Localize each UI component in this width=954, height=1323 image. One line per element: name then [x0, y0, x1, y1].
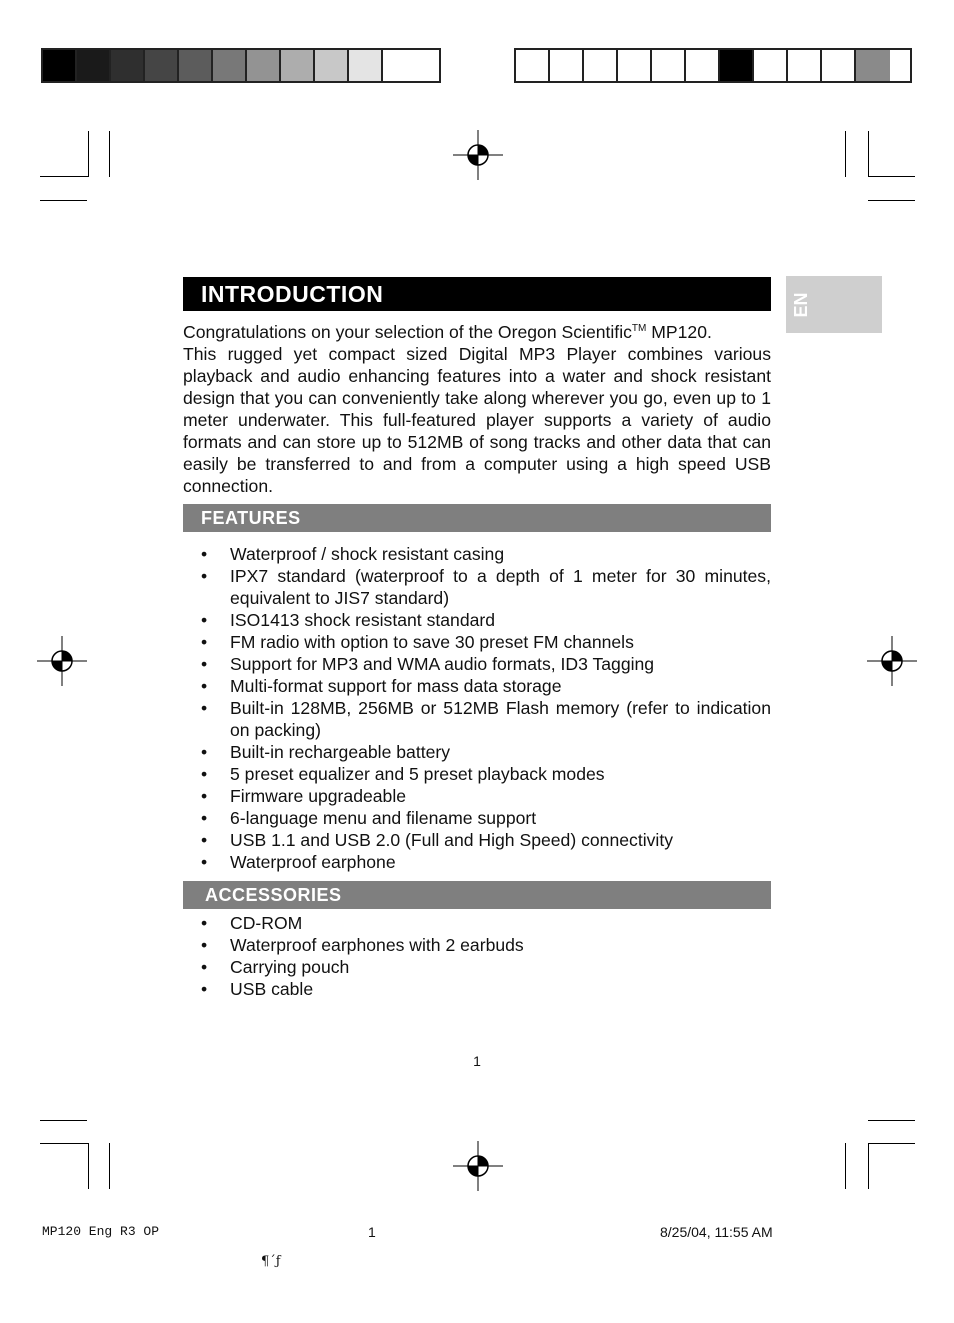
feature-item-text: Support for MP3 and WMA audio formats, ID3 Tagging: [230, 654, 655, 674]
registration-mark-top: [453, 130, 503, 180]
features-list: [183, 543, 771, 873]
accessory-item-text: CD-ROM: [230, 913, 303, 933]
footer-glyph: ¶´ƒ: [261, 1254, 281, 1269]
bullet-icon: •: [201, 957, 208, 977]
feature-item-text: Waterproof / shock resistant casing: [230, 544, 505, 564]
feature-item: [183, 697, 771, 741]
registration-swatch: [686, 50, 720, 81]
introduction-heading: INTRODUCTION: [183, 277, 771, 311]
registration-swatch: [584, 50, 618, 81]
registration-swatch: [788, 50, 822, 81]
feature-item-text: Built-in rechargeable battery: [230, 742, 451, 762]
page-number: 1: [473, 1053, 481, 1069]
grayscale-swatch: [145, 50, 179, 81]
registration-swatch: [720, 50, 754, 81]
bullet-icon: •: [201, 544, 208, 564]
accessory-item: [183, 956, 771, 978]
model-name: MP120.: [646, 321, 712, 342]
feature-item-text: Built-in 128MB, 256MB or 512MB Flash memory (refer to indication on packing): [230, 698, 771, 740]
bullet-icon: •: [201, 566, 208, 586]
feature-item: [183, 851, 771, 873]
features-heading: FEATURES: [183, 504, 771, 532]
registration-swatch: [550, 50, 584, 81]
grayscale-color-bar: [41, 48, 441, 83]
grayscale-swatch: [213, 50, 247, 81]
bullet-icon: •: [201, 764, 208, 784]
feature-item: [183, 653, 771, 675]
feature-item-text: 6-language menu and filename support: [230, 808, 537, 828]
feature-item: [183, 741, 771, 763]
introduction-paragraph: [183, 318, 771, 497]
registration-swatch: [856, 50, 890, 81]
grayscale-swatch: [383, 50, 417, 81]
bullet-icon: •: [201, 632, 208, 652]
accessory-item: [183, 934, 771, 956]
registration-mark-right: [867, 636, 917, 686]
feature-item-text: USB 1.1 and USB 2.0 (Full and High Speed) connectivity: [230, 830, 674, 850]
bullet-icon: •: [201, 610, 208, 630]
feature-item: [183, 675, 771, 697]
accessory-item-text: Carrying pouch: [230, 957, 350, 977]
bullet-icon: •: [201, 698, 208, 718]
grayscale-swatch: [315, 50, 349, 81]
registration-swatch: [652, 50, 686, 81]
feature-item-text: ISO1413 shock resistant standard: [230, 610, 496, 630]
feature-item-text: 5 preset equalizer and 5 preset playback modes: [230, 764, 605, 784]
intro-line-1: Congratulations on your selection of the Oregon Scientific: [183, 321, 632, 342]
registration-color-bar: [514, 48, 912, 83]
registration-swatch: [618, 50, 652, 81]
trademark-symbol: TM: [631, 323, 647, 334]
bullet-icon: •: [201, 979, 208, 999]
feature-item-text: IPX7 standard (waterproof to a depth of 1 meter for 30 minutes, equivalent to JIS7 standard): [230, 566, 771, 608]
footer-timestamp: 8/25/04, 11:55 AM: [660, 1224, 773, 1240]
feature-item: [183, 829, 771, 851]
bullet-icon: •: [201, 742, 208, 762]
accessory-item-text: Waterproof earphones with 2 earbuds: [230, 935, 524, 955]
accessory-item: [183, 912, 771, 934]
bullet-icon: •: [201, 786, 208, 806]
bullet-icon: •: [201, 654, 208, 674]
feature-item: [183, 785, 771, 807]
grayscale-swatch: [111, 50, 145, 81]
feature-item-text: Firmware upgradeable: [230, 786, 407, 806]
accessory-item-text: USB cable: [230, 979, 314, 999]
feature-item-text: Waterproof earphone: [230, 852, 396, 872]
grayscale-swatch: [77, 50, 111, 81]
grayscale-swatch: [281, 50, 315, 81]
feature-item: [183, 565, 771, 609]
feature-item-text: FM radio with option to save 30 preset FM channels: [230, 632, 634, 652]
grayscale-swatch: [349, 50, 383, 81]
registration-mark-bottom: [453, 1141, 503, 1191]
accessory-item: [183, 978, 771, 1000]
feature-item: [183, 763, 771, 785]
footer-filename: MP120 Eng R3 OP: [42, 1224, 160, 1239]
bullet-icon: •: [201, 935, 208, 955]
accessories-list: [183, 912, 771, 1000]
bullet-icon: •: [201, 852, 208, 872]
grayscale-swatch: [179, 50, 213, 81]
accessories-heading: ACCESSORIES: [183, 881, 771, 909]
registration-mark-left: [37, 636, 87, 686]
feature-item: [183, 609, 771, 631]
grayscale-swatch: [43, 50, 77, 81]
feature-item: [183, 543, 771, 565]
feature-item: [183, 807, 771, 829]
bullet-icon: •: [201, 913, 208, 933]
bullet-icon: •: [201, 808, 208, 828]
language-tab-label: EN: [791, 292, 811, 318]
bullet-icon: •: [201, 830, 208, 850]
footer-page: 1: [368, 1224, 376, 1240]
language-tab: [786, 276, 882, 333]
registration-swatch: [822, 50, 856, 81]
bullet-icon: •: [201, 676, 208, 696]
registration-swatch: [516, 50, 550, 81]
registration-swatch: [754, 50, 788, 81]
feature-item-text: Multi-format support for mass data storage: [230, 676, 562, 696]
grayscale-swatch: [247, 50, 281, 81]
intro-body: This rugged yet compact sized Digital MP3 Player combines various playback and audio enhancing features into a water and shock resistant design that you can conveniently take along wherever you go, even up to 1 meter underwater. This full-featured player supports a variety of audio formats and can store up to 512MB of song tracks and other data that can easily be transferred to and from a computer using a high speed USB connection.: [183, 343, 771, 496]
feature-item: [183, 631, 771, 653]
